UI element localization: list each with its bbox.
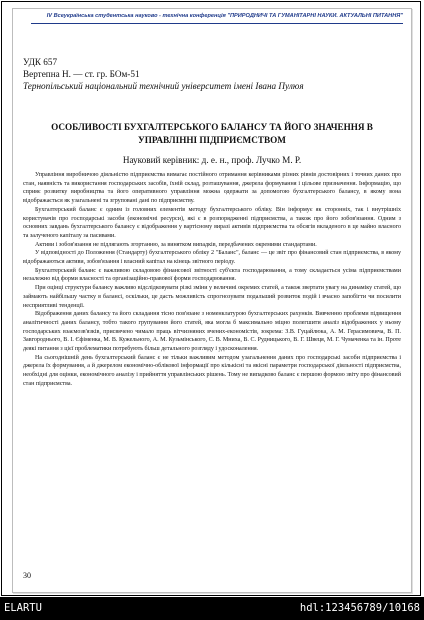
udc-code: УДК 657 — [23, 57, 58, 67]
body-paragraph: На сьогоднішній день бухгалтерський баланс є не тільки важливим методом узагальнення даних про господарські засоби підприємства і джерела їх формування, а й джерелом економічно-облікової інформації про кількісні та якісні параметри господарської діяльності підприємства, необхідні для оцінки, економічного аналізу і прийняття управлінських рішень. Тому не випадково баланс є першою формою звіту про фінансовий стан підприємства. — [23, 354, 401, 387]
page-number: 30 — [23, 571, 31, 580]
handle-identifier: hdl:123456789/10168 — [299, 602, 420, 614]
body-paragraph: При оцінці структури балансу важливо відслідковувати різкі зміни у величині окремих статей, а також звертати увагу на динаміку статей, що займають найбільшу частку в балансі, оскільки, це дасть можливість спрогнозувати подальший розвиток подій і вчасно запобігти чи посилити несприятливі тенденції. — [23, 285, 401, 309]
body-paragraph: Відображення даних балансу та його складання тісно пов'язане з номенклатурою бухгалтерських рахунків. Вивченню проблеми підвищення аналітичності даних балансу, тобто такого групування його статей, яка могла б максимально міцно полегшити аналіз відображених у ньому господарських взаємозв'язків, присвячено чимало праць вітчизняних вчених-економістів, зокрема: З.В. Гуцайлюка, А. М. Герасимовича, В. П. Завгороднього, В. І. Єфіменка, М. В. Кужельного, А. М. Кузьмінського, С. В. Мниха, В. С. Рудницького, В. Г. Швеця, М. Г. Чумаченка та ін. Проте деякі питання з цієї проблематики потребують більш детального розгляду і удосконалення. — [23, 311, 401, 353]
conference-header: IV Всеукраїнська студентська науково - технічна конференція "ПРИРОДНИЧІ ТА ГУМАНІТАРНІ НАУКИ. АКТУАЛЬНІ ПИТАННЯ" — [31, 13, 403, 24]
body-paragraph: Бухгалтерський баланс є одним із головних елементів методу бухгалтерського обліку. Він інформує як сторонніх, так і внутрішніх користувачів про господарські засоби (економічні ресурси), які є в розпорядженні підприємства, а також про його зобов'язання. Одним з основних завдань бухгалтерського балансу є відображення у вартісному виразі активів підприємства та обсягів вкладеного в це майно власного та залученого капіталу за пасивами. — [23, 206, 401, 239]
article-meta — [23, 56, 401, 92]
author-line: Вертепна Н. — ст. гр. БОм-51 — [23, 69, 140, 79]
repository-name: ELARTU — [4, 602, 42, 614]
body-paragraph: У відповідності до Положення (Стандарту) бухгалтерського обліку 2 "Баланс", баланс — це звіт про фінансовий стан підприємства, в якому відображаються активи, зобов'язання і власний капітал на кінець звітного періоду. — [23, 250, 401, 266]
scientific-supervisor: Науковий керівник: д. е. н., проф. Лучко М. Р. — [122, 155, 302, 165]
body-paragraph: Бухгалтерський баланс є важливою складовою фінансової звітності суб'єкта господарювання, а тому складається усіма підприємствами незалежно від форми власності та організаційно-правової форми господарювання. — [23, 267, 401, 283]
body-paragraph: Управління виробничою діяльністю підприємства вимагає постійного отримання керівниками різних рівнів достовірних і точних даних про стан, наявність та використання господарських засобів, їхній склад, розташування, джерела формування і цільове призначення. Інформацію, що сприяє розвитку виробництва та його оперативного управління можна одержати за допомогою бухгалтерського балансу, в якому вона відображається як узагальнені та згруповані дані по підприємству. — [23, 172, 401, 205]
article-body — [23, 171, 401, 389]
repository-footer — [0, 597, 424, 620]
document-page — [12, 8, 412, 593]
body-paragraph: Активи і зобов'язання не підлягають згортанню, за винятком випадків, передбачених окремими стандартами. — [35, 241, 317, 248]
affiliation: Тернопільський національний технічний університет імені Івана Пулюя — [23, 81, 304, 91]
article-title: ОСОБЛИВОСТІ БУХГАЛТЕРСЬКОГО БАЛАНСУ ТА ЙОГО ЗНАЧЕННЯ В УПРАВЛІННІ ПІДПРИЄМСТВОМ — [51, 122, 373, 145]
